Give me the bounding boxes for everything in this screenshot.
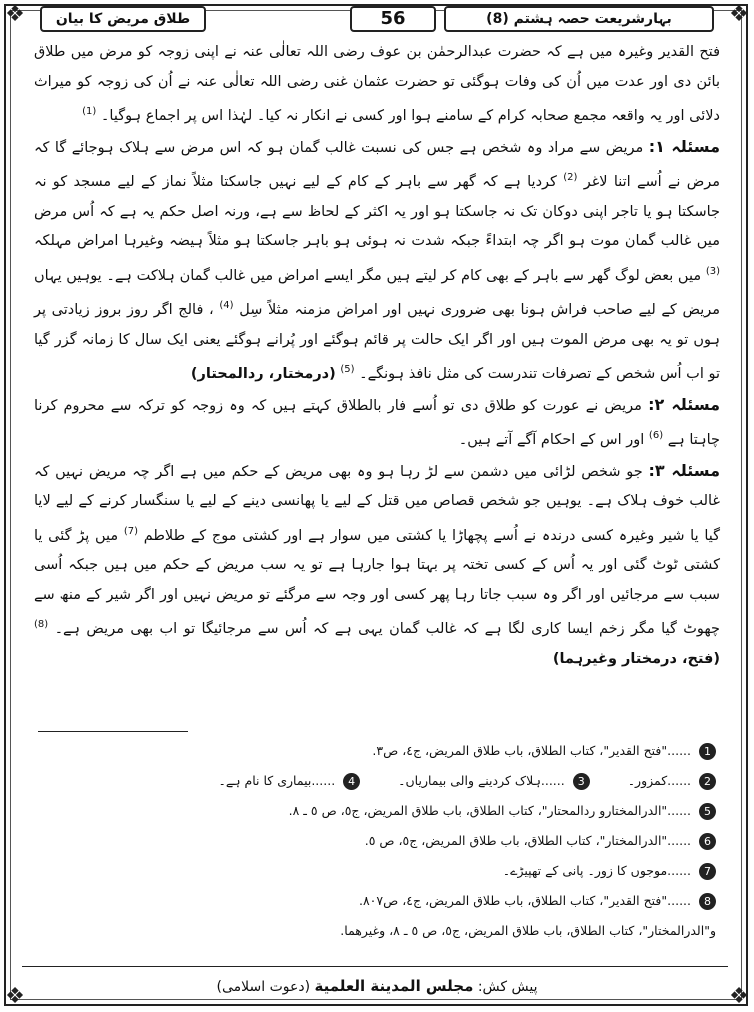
- footnote-item: [44, 736, 716, 766]
- footnote-text: ......کمزور۔: [627, 773, 692, 788]
- footnote-ref[interactable]: (7): [123, 525, 139, 537]
- footnote-text: ......بیماری کا نام ہے۔: [218, 773, 336, 788]
- book-title: بہارشریعت حصہ ہشتم (8): [444, 6, 714, 32]
- paragraph-text: فتح القدیر وغیرہ میں ہے کہ حضرت عبدالرحمٰن بن عوف رضی اللہ تعالٰی عنہ نے اپنی زوجہ کو مرض میں طلاق بائن دی اور عدت میں اُن کی وفات ہوگئی تو حضرت عثمان غنی رضی اللہ تعالٰی عنہ نے اُن کی زوجہ کو میراث دلائی اور یہ واقعہ مجمع صحابہ کرام کے سامنے ہوا اور کسی نے انکار نہ کیا۔ لہٰذا اس پر اجماع ہوگیا۔: [34, 44, 720, 125]
- paragraph-intro: [34, 38, 720, 132]
- footnote-text: و"الدرالمختار"، كتاب الطلاق، باب طلاق المريض، ج٥، ص ٥ ـ ٨، وغيرهما.: [340, 923, 716, 938]
- footnote-item: [219, 766, 361, 796]
- masala-3: [34, 456, 720, 675]
- footnote-item: [44, 826, 716, 856]
- source-citation: (درمختار، ردالمحتار): [190, 366, 336, 383]
- footnote-number-badge: 5: [699, 803, 716, 820]
- footnote-item: [44, 796, 716, 826]
- footnote-item: [628, 766, 716, 796]
- footnote-number-badge: 7: [699, 863, 716, 880]
- masala-label: مسئلہ ۳:: [648, 460, 720, 480]
- footnote-row: [44, 766, 716, 796]
- footnote-ref[interactable]: (8): [34, 619, 49, 631]
- footnote-ref[interactable]: (3): [705, 265, 721, 277]
- footnote-text: ......"الدرالمختارو ردالمحتار"، كتاب الطلاق، باب طلاق المريض، ج٥، ص ٥ ـ ٨.: [288, 803, 692, 818]
- footnote-ref[interactable]: (5): [340, 364, 355, 376]
- publisher-name: مجلس المدينة العلمية: [314, 977, 474, 995]
- masala-text: اور اس کے احکام آگے آتے ہیں۔: [458, 432, 645, 449]
- footnote-item: [398, 766, 590, 796]
- footnote-continuation: [44, 916, 716, 946]
- footnote-text: ......"الدرالمختار"، كتاب الطلاق، باب طلاق المريض، ج٥، ص ٥.: [364, 833, 692, 848]
- masala-text: کردیا ہے کہ گھر سے باہر کے کام کے لیے نہیں جاسکتا مثلاً نماز کے لیے مسجد کو نہ جاسکتا ہو یا تاجر اپنی دوکان تک نہ جاسکتا ہو اور یہ اکثر کے لحاظ سے ہے، ورنہ اصل حکم یہ ہے کہ اُس مرض میں غالب گمان موت ہو اگر چہ ابتداءً جبکہ شدت نہ ہوئی ہو باہر جاسکتا ہو مثلاً ہیضہ وغیرہا امراض مہلکہ: [34, 174, 720, 250]
- page-footer: [210, 972, 544, 1000]
- footnote-text: ......"فتح القدير"، كتاب الطلاق، باب طلاق المريض، ج٤، ص٨٠٧.: [358, 893, 692, 908]
- page-header: [40, 6, 714, 34]
- source-citation: (فتح، درمختار وغیرہما): [552, 650, 720, 667]
- footnote-ref[interactable]: (2): [563, 172, 578, 184]
- masala-text: ، فالج اگر روز بروز زیادتی پر ہوں تو یہ بھی مرض الموت ہیں اور اگر ایک حالت پر قائم ہوگئے اور پُرانے ہوگئے یعنی ایک سال کا زمانہ گزر گیا تو اب اُس شخص کے تصرفات تندرست کی مثل نافذ ہونگے۔: [34, 302, 720, 383]
- footnote-item: [44, 856, 716, 886]
- masala-text: مریض سے مراد وہ شخص ہے جس کی نسبت غالب گمان ہو کہ اس مرض سے ہلاک ہوجائے گا کہ مرض نے اُسے اتنا لاغر: [34, 139, 721, 191]
- footnote-number-badge: 3: [573, 773, 590, 790]
- footnote-ref[interactable]: (6): [648, 430, 664, 442]
- publisher-org: (دعوت اسلامی): [216, 979, 311, 995]
- footnote-number-badge: 4: [343, 773, 360, 790]
- footnote-ref[interactable]: (1): [82, 106, 97, 118]
- masala-text: مریض نے عورت کو طلاق دی تو اُسے فار بالطلاق کہتے ہیں کہ وہ زوجہ کو ترکہ سے محروم کرنا چاہتا ہے: [34, 397, 720, 449]
- footnote-item: [44, 886, 716, 916]
- footnote-number-badge: 8: [699, 893, 716, 910]
- corner-ornament-icon: ❖: [729, 984, 749, 1009]
- footnote-ref[interactable]: (4): [219, 300, 234, 312]
- footnote-divider: [38, 731, 188, 732]
- chapter-title: طلاق مریض کا بیان: [40, 6, 206, 32]
- masala-2: [34, 390, 720, 456]
- corner-ornament-icon: ❖: [5, 2, 25, 27]
- masala-label: مسئلہ ۱:: [648, 136, 720, 156]
- page-number: 56: [350, 6, 436, 32]
- corner-ornament-icon: ❖: [729, 2, 749, 27]
- masala-label: مسئلہ ۲:: [648, 394, 721, 414]
- footnote-number-badge: 2: [699, 773, 716, 790]
- footnote-text: ......موجوں کا زور۔ پانی کے تھپیڑے۔: [502, 863, 692, 878]
- footer-prefix: پیش کش:: [477, 979, 538, 995]
- masala-text: میں پڑ گئی یا کشتی ٹوٹ گئی اور یہ اُس کے کسی تختہ پر بہتا ہوا جارہا ہے تو یہ سب مریض کے حکم میں ہیں جبکہ اُسی سبب سے مرجائیں اور اگر وہ سبب جاتا رہا پھر کسی اور وجہ سے مرگئے تو مریض نہیں اور اگر شیر کے منھ سے چھوٹ گیا مگر زخم ایسا کاری لگا ہے کہ غالب گمان یہی ہے کہ اُس سے مرجائیگا تو اب بھی مریض ہے۔: [34, 527, 721, 638]
- masala-text: میں بعض لوگ گھر سے باہر کے بھی کام کر لیتے ہیں مگر ایسے امراض میں غالب گمان ہلاکت ہے۔ یوہیں یہاں مریض کے لیے صاحب فراش ہونا بھی ضروری نہیں اور امراض مزمنہ مثلاً سِل: [34, 267, 721, 319]
- footnotes: [44, 736, 716, 946]
- footnote-number-badge: 6: [699, 833, 716, 850]
- masala-1: [34, 132, 720, 390]
- footer-divider: [22, 966, 728, 967]
- main-text: [34, 38, 720, 675]
- footnote-number-badge: 1: [699, 743, 716, 760]
- corner-ornament-icon: ❖: [5, 984, 25, 1009]
- masala-text: جو شخص لڑائی میں دشمن سے لڑ رہا ہو وہ بھی مریض کے حکم میں ہے اگر چہ مریض نہیں کہ غالب خوف ہلاک ہے۔ یوہیں جو شخص قصاص میں قتل کے لیے یا پھانسی دینے کے لیے یا سنگسار کرنے کے لیے لایا گیا یا شیر وغیرہ کسی درندہ نے اُسے پچھاڑا یا کشتی میں سوار ہے اور کشتی موج کے طلاطم: [34, 463, 721, 544]
- footnote-text: ......ہلاک کردینے والی بیماریاں۔: [398, 773, 565, 788]
- footnote-text: ......"فتح القدير"، كتاب الطلاق، باب طلاق المريض، ج٤، ص٣.: [372, 743, 692, 758]
